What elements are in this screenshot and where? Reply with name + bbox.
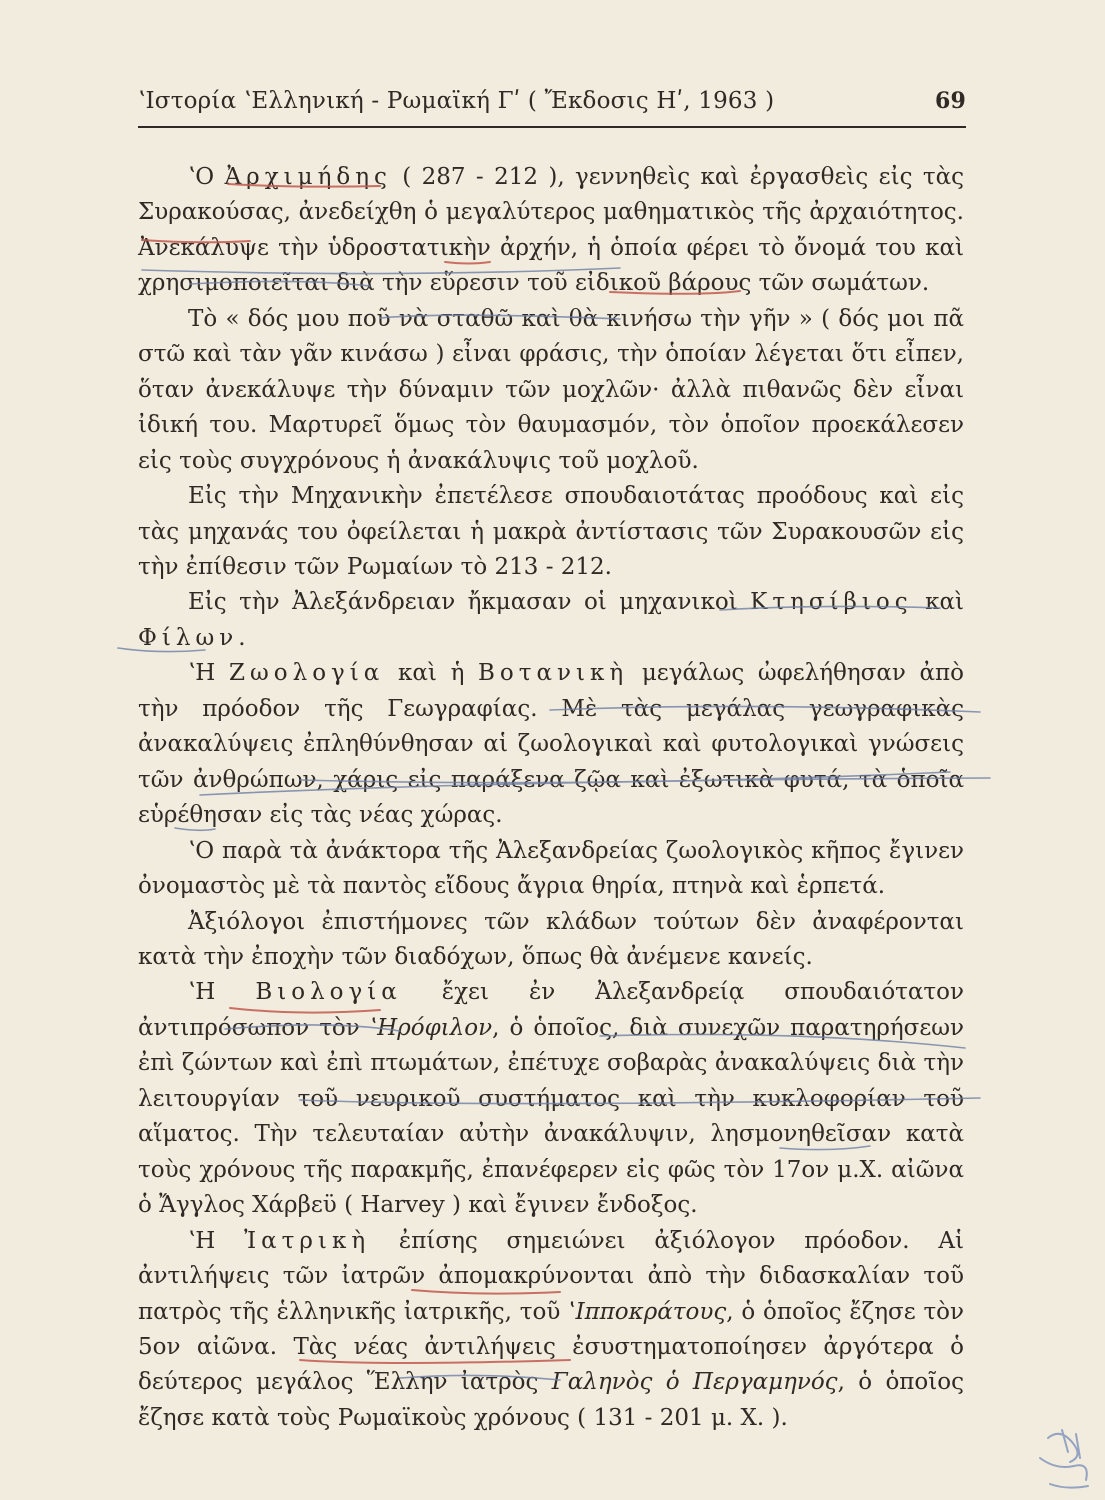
paragraph-archimedes (138, 160, 964, 302)
page-number: 69 (934, 88, 966, 114)
text-run: , ὁ ὁποῖος ἔζησε κατὰ τοὺς Ρωμαϊκοὺς χρόνους ( 131 - 201 μ. Χ. ). (138, 1369, 965, 1431)
text-run: ʽΗ (188, 979, 256, 1006)
italic-name: ʽΙπποκράτους (568, 1298, 727, 1325)
text-run: Εἰς τὴν Ἀλεξάνδρειαν ἤκμασαν οἱ μηχανικοὶ (188, 589, 751, 616)
text-run: , ὁ ὁποῖος ἔζησε τὸν 5ον αἰῶνα. Τὰς νέας ἀντιλήψεις ἐσυστηματοποίησεν ἀργότερα ὁ δεύτερος μεγάλος Ἕλλην ἰατρὸς (138, 1298, 964, 1396)
spaced-term: Βοτανικὴ (478, 660, 629, 687)
paragraph-zoo: ʽΟ παρὰ τὰ ἀνάκτορα τῆς Ἀλεξανδρείας ζωολογικὸς κῆπος ἔγινεν ὀνομαστὸς μὲ τὰ παντὸς εἴδους ἄγρια θηρία, πτηνὰ καὶ ἑρπετά. (138, 837, 964, 900)
running-title: ʽΙστορία ʽΕλληνική - Ρωμαϊκή Γʹ ( Ἔκδοσις Ηʹ, 1963 ) (138, 88, 775, 114)
paragraph-mechanics: Εἰς τὴν Μηχανικὴν ἐπετέλεσε σπουδαιοτάτας προόδους καὶ εἰς τὰς μηχανάς του ὀφείλεται ἡ μακρὰ ἀντίστασις τῶν Συρακουσῶν εἰς τὴν ἐπίθεσιν τῶν Ρωμαίων τὸ 213 - 212. (138, 483, 964, 580)
text-run: ἐπίσης σημειώνει ἀξιόλογον πρόοδον. Αἱ ἀντιλήψεις τῶν ἰατρῶν ἀπομακρύνονται ἀπὸ τὴν διδασκαλίαν τοῦ πατρὸς τῆς ἑλληνικῆς ἰατρικῆς, τοῦ (138, 1227, 964, 1325)
paragraph-lever-quote: Τὸ « δός μου ποῦ νὰ σταθῶ καὶ θὰ κινήσω τὴν γῆν » ( δός μοι πᾶ στῶ καὶ τὰν γᾶν κινάσω ) εἶναι φράσις, τὴν ὁποίαν λέγεται ὅτι εἶπεν, ὅταν ἀνεκάλυψε τὴν δύναμιν τῶν μοχλῶν· ἀλλὰ πιθανῶς δὲν εἶναι ἰδική του. Μαρτυρεῖ ὅμως τὸν θαυμασμόν, τὸν ὁποῖον προεκάλεσεν εἰς τοὺς συγχρόνους ἡ ἀνακάλυψις τοῦ μοχλοῦ. (138, 305, 964, 474)
spaced-term: Κτησίβιος (750, 589, 913, 616)
text-run: καὶ ἡ (384, 660, 479, 687)
text-run: ʽΗ (188, 1227, 245, 1254)
spaced-term: Ἀρχιμήδης (224, 164, 392, 190)
paragraph-scientists: Ἀξιόλογοι ἐπιστήμονες τῶν κλάδων τούτων δὲν ἀναφέρονται κατὰ τὴν ἐποχὴν τῶν διαδόχων, ὅπως θὰ ἀνέμενε κανείς. (138, 908, 964, 970)
spaced-term: Ἰατρικὴ (244, 1227, 371, 1254)
page-header (138, 88, 966, 128)
text-run: ἔχει ἐν Ἀλεξανδρείᾳ σπουδαιότατον ἀντιπρόσωπον τὸν (138, 979, 964, 1041)
text-run: μεγάλως ὠφελήθησαν ἀπὸ τὴν πρόοδον τῆς Γεωγραφίας. Μὲ τὰς μεγάλας γεωγραφικὰς ἀνακαλύψεις ἐπληθύνθησαν αἱ ζωολογικαὶ καὶ φυτολογικαὶ γνώσεις τῶν ἀνθρώπων, χάρις εἰς παράξενα ζῷα καὶ ἐξωτικὰ φυτά, τὰ ὁποῖα εὑρέθησαν εἰς τὰς νέας χώρας. (138, 660, 964, 829)
spaced-term: Βιολογία (255, 979, 402, 1006)
text-run: ʽΗ (188, 660, 230, 687)
text-run: , ὁ ὁποῖος, διὰ συνεχῶν παρατηρήσεων ἐπὶ ζώντων καὶ ἐπὶ πτωμάτων, ἐπέτυχε σοβαρὰς ἀνακαλύψεις διὰ τὴν λειτουργίαν τοῦ νευρικοῦ συστήματος καὶ τὴν κυκλοφορίαν τοῦ αἵματος. Τὴν τελευταίαν αὐτὴν ἀνακάλυψιν, λησμονηθεῖσαν κατὰ τοὺς χρόνους τῆς παρακμῆς, ἐπανέφερεν εἰς φῶς τὸν 17ον μ.Χ. αἰῶνα ὁ Ἄγγλος Χάρβεϋ ( Harvey ) καὶ ἔγινεν ἔνδοξος. (138, 1014, 964, 1219)
library-stamp-icon (1040, 1430, 1088, 1488)
text-run: ( 287 - 212 ), γεννηθεὶς καὶ ἐργασθεὶς εἰς τὰς Συρακούσας, ἀνεδείχθη ὁ μεγαλύτερος μαθηματικὸς τῆς ἀρχαιότητος. Ἀνεκάλυψε τὴν ὑδροστατικὴν ἀρχήν, ἡ ὁποία φέρει τὸ ὄνομά του καὶ χρησιμοποιεῖται διὰ τὴν εὕρεσιν τοῦ εἰδικοῦ βάρους τῶν σωμάτων. (138, 164, 965, 297)
body-text (138, 160, 964, 1436)
text-run: ʽΟ (188, 164, 225, 190)
paragraph-medicine (138, 1224, 964, 1437)
header-rule (138, 126, 966, 128)
paragraph-zoology-botany (138, 656, 964, 833)
spaced-term: Φίλων (138, 624, 239, 651)
paragraph-biology (138, 975, 964, 1223)
text-run: . (238, 624, 246, 651)
spaced-term: Ζωολογία (229, 660, 385, 687)
italic-name: ʽΗρόφιλον (369, 1014, 493, 1041)
italic-name: Γαληνὸς ὁ Περγαμηνός (551, 1369, 838, 1396)
text-run: καὶ (912, 589, 964, 616)
paragraph-engineers (138, 585, 964, 656)
